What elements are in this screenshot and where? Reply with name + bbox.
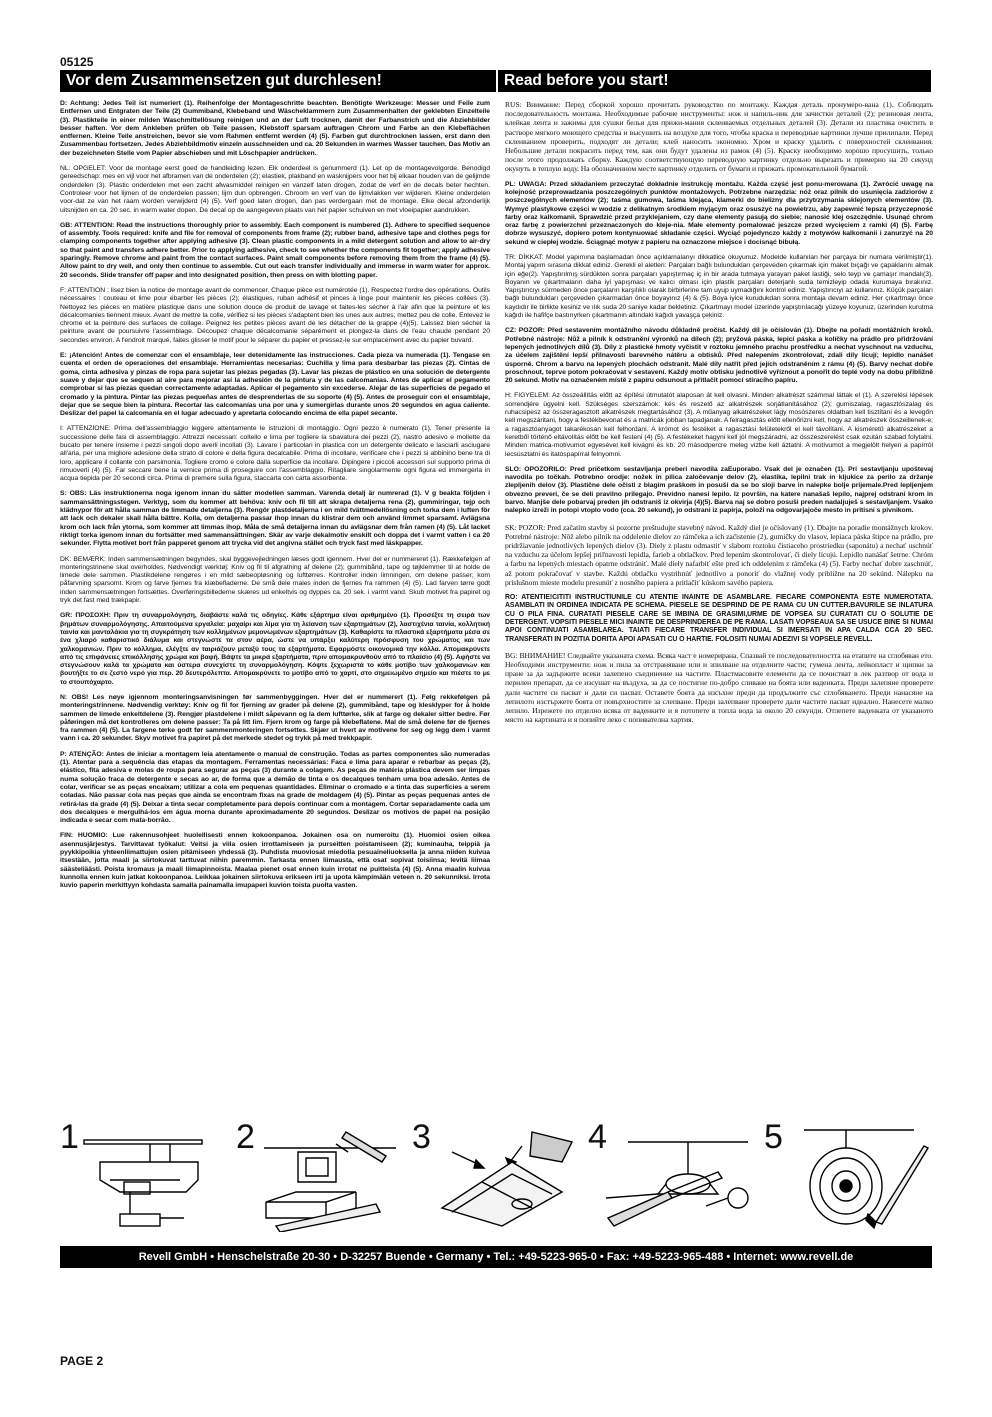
page-number: PAGE 2 <box>60 1354 104 1368</box>
document-code: 05125 <box>60 55 94 69</box>
figure-1 <box>60 1118 230 1232</box>
knife-and-file-illustration <box>236 1122 406 1232</box>
figure-2 <box>236 1118 406 1232</box>
instructions-cz: CZ: POZOR: Před sestavením montážního návodu důkladně pročíst. Každý díl je očíslován (1). Dbejte na pořadí montážních kroků. Potřebné nástroje: Nůž a pilník k odstranění výronků na dílech (2); pryžová páska, lepicí páska a kolíčky na prádlo pro přidržování lepených jednotlivých dílů (3). Díly z plastické hmoty vyčistit v roztoku jemného prachu prostředku a nechat vyschnout na vzduchu, za účelem zajištění lepší přilnavosti barevného nátěru a obtisků. Před nalepením zkontrolovat, zdali díly lícují; lepidlo nanášet úsporně. Chrom a barvu na lepených plochách odstranit. Malé díly natřít před jejich odstraněním z rámu (4) (5). Barvy nechat dobře proschnout, teprve potom pokračovat v sestavení. Každý motiv obtisku jednotlivě vyříznout a ponořit do teplé vody na dobu přibližně 20 sekund. Motiv na označeném místě z papíru odsunout a přitlačit pomocí stíracího papíru. <box>505 327 933 385</box>
company-footer: Revell GmbH • Henschelstraße 20-30 • D-32257 Buende • Germany • Tel.: +49-5223-965-0 • Fax: +49-5223-965-488 • Internet: www.revell.de <box>60 1246 932 1268</box>
instructions-fr: F: ATTENTION : lisez bien la notice de montage avant de commencer. Chaque pièce est numérotée (1). Respectez l'ordre des opérations. Outils nécessaires : couteau et lime pour ébarber les pièces (2); élastiques, ruban adhésif et pinces à linge pour maintenir les pièces collées (3). Nettoyez les pièces en matière plastique dans une solution douce de produit de lavage et faites-les sécher à l'air afin que la peinture et les décalcomanies tiennent mieux. Avant de mettre la colle, vérifiez si les pièces s'adaptent bien les unes aux autres; mettez peu de colle. Enlevez le chrome et la peinture des surfaces de collage. Peignez les petites pièces avant de les détacher de la grappe (4)(5). Laissez bien sécher la peinture avant de poursuivre l'assemblage. Découpez chaque décalcomanie séparément et plongez-la dans de l'eau chaude pendant 20 secondes environ. A l'endroit marqué, faites glisser le motif pour le séparer du papier et pressez-le sur emplacement avec du papier buvard. <box>60 286 490 344</box>
left-column <box>60 100 490 898</box>
glued-parts-clamp-illustration <box>412 1122 582 1232</box>
instructions-dk: DK: BEMÆRK: Inden sammensætningen begyndes, skal byggevejledningen læses godt igennem. Hver del er nummereret (1). Rækkefølgen af monteringstrinene skal overholdes. Nødvendigt værktøj: Kniv og fil til afgratning af delene (2); gummibånd, tape og tøjklemmer til at holde de limede dele sammen. Plastikdelene rengøres i en mild sæbeopløsning og lufttørres. Kontroller inden limningen, om delene passer; kom påfarvning sparsomt. Krom og farve fjernes fra klæbefladerne. De små dele males inden de fjernes fra rammen (4) (5). Lad farven tørre godt inden sammensætningen fortsættes. Overføringsbillederne skæres ud enkeltvis og dyppes ca. 20 sek. i varmt vand. Skub motivet fra papiret og tryk det fast med trækpapir. <box>60 555 490 605</box>
heading-german: Vor dem Zusammensetzen gut durchlesen! <box>60 70 496 92</box>
figure-number: 5 <box>764 1118 783 1156</box>
figure-4 <box>588 1118 758 1232</box>
instructions-tr: TR: DİKKAT: Model yapımına başlamadan önce açıklamalarıyı dikkatlice okuyunuz. Modelde kullanılan her parçaya bir numara verilmiştir(1). Montaj yapım sırasına dikkat ediniz. Gerekli el aletleri: Parçaları bağlı bulundukları çerçeveden çıkarmak için maket bıçağı ve çapaklarını almak için eğe(2). Yapıştırılmış sürdükten sonra parçaları yapıştırmaç iç in bir arada tutmaya yarayan paket lastiği, selo teyp ve çamaşır mandalı(3). Boyanın ve çıkartmaların daha iyi yapışması ve kalıcı olması için plastik parçaları deterjanlı suda temizleyip odada kurumaya bırakınız. Yapıştırıcıyı sürmeden önce parçaların karşılıklı olarak birbirlerine tam uyup uymadığını kontrol ediniz. Yapıştırıcıyı az kullanınız. Küçük parçaları bağlı bulundukları çerçeveden çıkarmadan önce boyayınız (4) & (5). Boya iyice kurudukdan sonra montaja devam ediniz. Her çıkartmayı önce kaydıdır ile birlikte kesiniz ve ılık suda 20 saniye kadar bekletiniz. Çıkartmayı model üzerinde yapıştırılacağı yüzeye koyunuz, üzerinden kurutma kağıdı ile hafifçe bastırıyrken çıkartmanın altındaki kağıdı yavaşça çekiniz. <box>505 254 933 320</box>
figure-number: 1 <box>60 1118 79 1156</box>
instructions-hu: H: FIGYELEM: Az összeállítás előtt az építési útmutatót alaposan át kell olvasni. Minden alkatrészt számmal láttak el (1). A szerelési lépések sorrendjére ügyelni kell. Szükséges szerszámok: kés és reszelő az alkatrészek sorjátlanításához (2); gumiszalag, ragasztószalag és ruhacsipesz az összeragasztott alkatrészek megtartásához (3). A műanyag alkatrészeket lágy mosószeres oldatban kell tisztítani és a levegőn kell megszáritani, hogy a festékbevonat és a matricák jobban tapadjanak. A felragasztás előtt ellenőrizni kell, hogy az alkatrészek összeillenek-e; a ragasztóanyagot takarékosan kell felhordani. A krómot és festéket a ragasztási felületekről el kell távolítani. A kisméretű alkatrészeket a keretből történő eltávolítás előtt be kell festeni (4) (5). A festékeket hagyni kell jól megszáradni, az összeszerelést csak ezután szabad folytatni. Minden matrica-motívumot egyesével kell kivágni és kb. 20 másodpercre meleg vízbe kell áztatni. A motívumot a megjelölt helyen a papírról lecsúsztatni és itatóspapírral felnyomni. <box>505 392 933 458</box>
figure-3 <box>412 1118 582 1232</box>
sprue-parts-illustration <box>60 1122 230 1232</box>
instructions-de: D: Achtung: Jedes Teil ist numeriert (1). Reihenfolge der Montageschritte beachten. Benötigte Werkzeuge: Messer und Feile zum Entfernen und Entgraten der Teile (2) Gummiband, Klebeband und Wäscheklammern zum Zusammenhalten der geklebten Einzelteile (3). Plastikteile in einer milden Waschmittellösung reinigen und an der Luft trocknen, damit der Farbanstrich und die Abziehbilder besser haften. Vor dem Ankleben prüfen ob Teile passen, Klebstoff sparsam auftragen Chrom und Farbe an den Klebeflächen entfernen. Kleine Teile anstreichen, bevor sie vom Rahmen entfernt werden (4) (5). Farben gut durchtrocknen lassen, erst dann den Zusammenbau fortsetzen. Jedes Abziehbildmotiv einzeln ausschneiden und ca. 20 Sekunden in warmes Wasser tauchen. Das Motiv an der bezeichneten Stelle vom Papier abschieben und mit Löschpapier andrücken. <box>60 100 490 157</box>
figure-5 <box>764 1118 934 1232</box>
right-column <box>505 100 933 731</box>
figure-number: 2 <box>236 1118 255 1156</box>
instructions-fi: FIN: HUOMIO: Lue rakennusohjeet huolellisesti ennen kokoonpanoa. Jokainen osa on numeroitu (1). Huomioi osien oikea asennusjärjestys. Tarvittavat työkalut: Veitsi ja viila osien irrottamiseen ja purseitten poistamiseen (2); kuminauha, teippiä ja pyykkipoikia yhteenliimattujen osien pitämiseen yhdessä (3). Puhdista muoviosat miedolla pesuaineliuoksella ja anna niiden kuivua itsestään, jotta maali ja siirtokuvat tarttuvat niihin paremmin. Tarkasta ennen liimausta, että osat sopivat toisiinsa; levitä liimaa säästeliäästi. Poista kromaus ja maali liimapinnoista. Maalaa pienet osat ennen kuin irrotat ne puitteista (4) (5). Anna maalin kuivua kunnolla ennen kuin jatkat kokoonpanoa. Leikkaa jokainen siirtokuva erikseen irti ja upota kämpimään veteen n. 20 sekunniksi. Irrota kuvio paperin merkittyyn kohdasta samalla painamalla imupaperi kuvion toista puolta vasten. <box>60 832 490 890</box>
heading-english: Read before you start! <box>498 70 931 92</box>
instructions-pl: PL: UWAGA: Przed składaniem przeczytać dokładnie instrukcję montażu. Każda część jest ponu-merowana (1). Zwrócić uwagę na kolejność przeprowadzania poszczególnych punktów montażowych. Potrzebne narzędzia: nóż oraz pilnik do usunięcia zadziorów z poszczególnych elementów (2); taśma gumowa, taśma klejąca, klamerki do bielizny dla przytrzymania sklejonych elementów (3). Wymyć plastykowe części w wodzie z delikatnym środkiem myjącym oraz osuszyć na powietrzu, aby zapewnić lepszą przyczepność farby oraz kalkomanii. Sprawdzić przed przyklejaniem, czy dane elementy pasują do siebie; nanosić klej oszczędnie. Usunąć chrom oraz farbę z powierzchni przeznaczonych do kleje-nia. Małe elementy pomalować jeszcze przed wycięciem z ramki (4) (5). Farbę dobrze wysuszyć, dopiero potem kontynuować składanie części. Wyciąć pojedynczo każdy z motywów kalkomanii i zanurzyć na 20 sekund w ciepłej wodzie. Ściągnąć motyw z papieru na oznaczone miejsce i docisnąć bibułą. <box>505 180 933 246</box>
instructions-ro: RO: ATENTIE!CITITI INSTRUCTIUNILE CU ATENTIE INAINTE DE ASAMBLARE. FIECARE COMPONENTA ESTE NUMEROTATA. ASAMBLATI IN ORDINEA INDICATA PE SCHEMA. PIESELE SE DESPRIND DE PE RAMA CU UN CUTTER.BAVURILE SE INLATURA CU O PILA FINA. CURATATI PIESELE CARE SE IMBINA DE GRASIMI,URME DE VOPSEA SU CURATATI CU O SOLUTIE DE DETERGENT. VOPSITI PIESELE MICI INAINTE DE DESPRINDEREA DE PE RAMA. LASATI VOPSEAUA SA SE USUCE BINE SI NUMAI APOI CONTINUATI ASAMBLAREA. TAIATI FIECARE TRANSFER INDIVIDUAL SI IMERSATI IN APA CALDA CCA 20 SEC. TRANSFERATI IN POZITIA DORITA APOI APASATI CU O HARTIE. FOLOSITI NUMAI ADEZIVI SI VOPSELE REVELL. <box>505 594 933 643</box>
painting-wheel-illustration <box>764 1122 934 1232</box>
instructions-it: I: ATTENZIONE: Prima dell'assemblaggio leggere attentamente le istruzioni di montaggio. Ogni pezzo è numerato (1). Tener presente la successione delle fasi di assemblaggio. Attrezzi necessari: coltello e lima per togliere la sbavatura dei pezzi (2), nastro adesivo e mollette da bucato per tenere insieme i pezzi singoli dopo averli incollati (3). Lavare i particolari in plastica con un detergente delicato e lasciarli asciugare all'aria, per una migliore adesione della strato di colore e della figura decalcabile. Prima di incollare, verificare che i pezzi si abbinino bene tra di loro, applicare il collante con parsimonia. Togliere cromo e colore dalla superficie da incollare. Dipingere i piccoli accessori sul supporto prima di rimuoverli (4) (5). Far seccare bene la vernice prima di proseguire con l'assemblaggio. Ritagliare singolarmente ogni figura ed immergerla in acqua tiepida per 20 secondi circa. Prima di premere sulla figura, staccarla con carta assorbente. <box>60 425 490 483</box>
instructions-bg: BG: ВНИМАНИЕ! Следвайте указаната схема. Всяка част е номерирана. Спазвай те последователността на етапите на сглобяван ето. Необходими инструменти: нож и пила за отстраняване или и зпилване на отделните части; гумена лента, лейкопласт и щипки за пране за да задържите всеки залепено съединение на частите. Пластмасовите елементи да се почистват в лек разтвор от вода и перилен препарат, да се изсушат на въздуха, за да се постигне по-добро сливане на боята или ваденката. Преди залепяне проверете дали частите си пасват и дали си пасват. Оставете боята да изсъхне преди да продължите със сглобяването. Преди нанасяне на лепилото изстържете боята от повърхностите за слепване. Преди залепване проверете дали частите пасват идеално. Нанесете малко лепило. Изрежете по отделно всяка от ваденките и я потопете в топла вода за около 20 секунди. Отлепете ваденката от указаното място на картината и я попийте леко с попивателна хартия. <box>505 650 933 725</box>
instructions-se: S: OBS: Läs instruktionerna noga igenom innan du sätter modellen samman. Varenda detalj är numrerad (1). V g beakta följden i sammansättningsstegen. Verktyg, som du kommer att behöva: kniv och fil till att skrapa detaljerna rena (2), gummiringar, tejp och klädnypor för att hålla samman de limmade detaljerna (3). Rengör plastdetaljerna i en mild tvättmedellösning och torka dem i luften för att lack och dekaler skall hålla bättre. Kolla, om detaljerna passar ihop innan du klistrar dem och använd limmet sparsamt. Avlägsna krom och lack från ytorna, som kommer att limmas ihop. Måla de små detaljerna innan du avlägsnar dem från ramen (4) (5). Låt lacket riktigt torka igenom innan du fortsätter med sammansättningen. Skär av varje dekalmotiv enskilt och doppa det i varmt vatten i ca 20 sekunder. Flytta motivet bort från papperet genom att trycka vid det angivna stället och tryck fast med läskpapper. <box>60 490 490 548</box>
instructions-slo: SLO: OPOZORILO: Pred pričetkom sestavljanja preberi navodila zaEuporabo. Vsak del je označen (1). Pri sestavljanju upoštevaj navodila po točkah. Potrebno orodje: nožek in pilica zaločevanje delov (2), elastika, lepilni trak in kljukice za perilo za držanje zlepljenih delov (3). Plastične dele očisti z blagim praškom in posuši da se bo sloji barve in nalepke bolje prijemale.Pred lepljenjem obvezno preveri, če se deli pravilno prilegajo. Previdno nanesi lepilo. Iz površin, na katere nanašaš lepilo, najprej odstrani krom in barvo. Manjše dele pobarvaj preden jih odstraniš iz okvirja (4)(5). Barva naj se dobro posuši preden nadaljuješ s sestavljanjem. Vsako nalepko izreži in potopi vtoplo vodo (cca. 20 sekund), jo odstrani iz papirja, položi na odgovarjajoče mesto in pritisni s pivnikom. <box>505 465 933 515</box>
instructions-no: N: OBS! Les nøye igjennom monteringsanvisningen før sammenbyggingen. Hver del er nummerert (1). Følg rekkefølgen på monteringstrinnene. Nødvendig verktøy: Kniv og fil for fjerning av grader på delene (2), gummibånd, tape og klesklyper for å holde sammen de limede enkeltdelene (3). Rengjør plastdelene i mildt såpevann og la dem lufttørke, slik at farge og dekaler sitter bedre. Før påføringen må det kontrolleres om delene passer: Ta på litt lim. Fjern krom og farge på klebeflatene. Mal de små delene før de fjernes fra rammen (4) (5). La fargene tørke godt før sammenmonteringen fortsettes. Skjær ut hvert av motivene for seg og legg dem i varmt vann i ca. 20 sekunder. Skyv motivet fra papiret på det merkede stedet og trykk på med trekkpapir. <box>60 694 490 743</box>
instructions-sk: SK: POZOR: Pred začatím stavby si pozorne preštudujte stavebný návod. Každý diel je očíslovaný (1). Dbajte na poradie montážnych krokov. Potrebné nástroje: Nôž alebo pilník na oddelenie dielov zo rámčeka a ich začistenie (2), gumičky do vlasov, lepiaca páska štipce na prádlo, pre pridržiavanie jednotlivých lepených dielov (3). Diely z plastu odmastiť v slabom roztoku čistiaceho prostriedku (saponátu) a nechať uschnúť na vzduchu za účelom lepšej priľnavosti lepidla, farieb a obtlačkov. Pred lepením skontrolovať, či diely lícujú. Lepidlo nanášať šetrne. Chróm a farbu na lepených miestach opatrne odstrániť. Malé diely nafarbiť ešte pred ich oddelením z rámčeka (4) (5). Farby nechať dobre zaschnúť, až potom pokračovať v stavbe. Každú obtlačku vystrihnúť jednotlivo a ponoriť do vlažnej vody približne na 20 sekúnd. Nálepku na príslušnom mieste modelu presunúť z nosného papiera a pritlačiť kúskom savého papiera. <box>505 522 933 587</box>
instructions-gb: GB: ATTENTION: Read the instructions thoroughly prior to assembly. Each component is numbered (1). Adhere to specified sequence of assembly. Tools required: knife and file for removal of components from frame (2); rubber band, adhesive tape and clothes pegs for clamping components together after applying adhesive (3). Clean plastic components in a mild detergent solution and allow to air-dry so that paint and transfers adhere better. Prior to applying adhesive, check to see whether the components fit together; apply adhesive sparingly. Remove chrome and paint from the contact surfaces. Paint small components before removing them from the frame (4) (5). Allow paint to dry well, and only then continue to assemble. Cut out each transfer individually and immerse in warm water for approx. 20 seconds. Slide transfer off paper and into designated position, then press on with blotting paper. <box>60 221 490 279</box>
instructions-gr: GR: ΠΡΟΣΟΧΗ: Πριν τη συναρμολόγηση, διαβάστε καλά τις οδηγίες. Κάθε εξάρτημα είναι αριθμημένο (1). Προσέξτε τη σειρά των βημάτων συναρμολόγησης. Απαιτούμενα εργαλεία: μαχαίρι και λίμα για τη λείανση των εξαρτημάτων (2), λαστιχένια ταινία, κολλητική ταινία και μανταλάκια για τη συγκράτηση των κολλημένων μεμονωμένων εξαρτημάτων (3). Καθαρίστε τα πλαστικά εξαρτήματα μέσα σε ένα χλιαρό καθαριστικό διάλυμα και στεγνώστε τα στον αέρα, ώστε να υπάρξει καλύτερη πρόσφυση του χρώματος και των χαλκομανιών. Πριν το κόλλημα, ελέγξτε αν ταιριάζουν μεταξύ τους τα εξαρτήματα. Εφαρμόστε οικονομικά την κόλλα. Απομακρύνετε από τις επιφάνειες επικόλλησης χρώμα και βαφή. Βάψτε τα μικρά εξαρτήματα, πριν απομακρυνθούν από το πλαίσιο (4) (5). Αφήστε να στεγνώσουν καλά τα χρώματα και ύστερα συνεχίστε τη συναρμολόγηση. Κόψτε ξεχωριστά το κάθε μοτίβο των χαλκομανιών και βουτήξτε το σε ζεστό νερό για περ. 20 δευτερόλεπτα. Απομακρύνετε το μοτίβο από το χαρτί, στο σημειωμένο σημείο και πιέστε το με το στουπόχαρτο. <box>60 612 490 686</box>
figure-number: 4 <box>588 1118 607 1156</box>
illustration-strip <box>60 1118 932 1232</box>
cutting-pliers-illustration <box>588 1122 758 1232</box>
figure-number: 3 <box>412 1118 431 1156</box>
instructions-pt: P: ATENÇÃO: Antes de iniciar a montagem leia atentamente o manual de construção. Todas as partes componentes são numeradas (1). Atentar para a sequência das etapas da montagem. Ferramentas necessárias: Faca e lima para aparar e rebarbar as peças (2), elástico, fita adesiva e molas de roupa para segurar as peças (3) durante a colagem. As peças de matéria plástica devem ser limpas numa solução fraca de detergente e secas ao ar, de forma que a demão de tinta e os decalques tenham uma boa adesão. Antes de colar, verificar se as peças encaixam; utilizar a cola em pequenas quantidades. Eliminar o cromado e a tinta das superfícies a serem coladas. Não passar cola nas peças que ainda se encontram fixas na grade de moldagem (4) (5). Pintar as peças pequenas antes de retirá-las da grade (4) (5). Deixar a tinta secar completamente para depois continuar com a montagem. Cortar separadamente cada um dos decalques e mergulhá-los em água morna durante aproximadamente 20 segundos. Deslizar os motivos de papel na posição indicada e secar com mata-borrão. <box>60 750 490 825</box>
instructions-es: E: ¡Atención! Antes de comenzar con el ensamblaje, leer detenidamente las instrucciones. Cada pieza va numerada (1). Tengase en cuenta el orden de operaciones del ensamblaje. Herramientas necesarias: Cuchilla y lima para desbarbar las piezas (2). Cintas de goma, cinta adhesiva y pinzas de ropa para sujetar las piezas pegadas (3). Lavar las piezas de plástico en una solución de detergente suave y dejar que se sequen al aire para mejorar así la adhesión de la pintura y de las calcomanías. Antes de aplicar el pegamento comprobar si las piezas quedan correctamente adaptadas. Aplicar el pegamento sin excederse. Alejar de las superficies de pegado el cromado y la pintura. Pintar las piezas pequeñas antes de desprenderlas de su soporte (4) (5). Antes de proseguir con el ensamblaje, dejar que se seque bien la pintura. Recortar las calcomanías una por una y sumergirlas durante unos 20 segundos en agua caliente. Deslizar del papel la calcomanía en el lugar adecuado y apretarla colocando encima de ella papel secante. <box>60 352 490 418</box>
instructions-ru: RUS: Внимание: Перед сборкой хорошо прочитать руководство по монтажу. Каждая деталь пронумеро-вана (1). Соблюдать последовательность монтажа. Необходимые рабочие инструменты: нож и напиль-ник для зачистки деталей (2); резиновая лента, клейкая лента и зажимы для сушки белья для прижи-мания склеиваемых отдельных деталей (3). Детали из пластика очистить в растворе мягкого моющего средства и высушить на воздухе для того, чтобы краска и переводные картинки лучше прилипали. Перед склеиванием проверить, подходят ли детали; клей наносить экономно. Хром и краску удалить с поверхностей склеивания. Небольшие детали покрасить перед тем, как они будут удалены из рамок (4) (5). Краску необходимо хорошо просушить, только после этого продолжать сборку. Каждую соответствующую переводную картинку отдельно вырезать и примерно на 20 секунд окунуть в теплую воду. На обозначенном месте картинку отделить от бумаги и прижать промокательной бумагой. <box>505 100 933 174</box>
instructions-nl: NL: OPGELET: Voor de montage eerst goed de handleiding lezen. Elk onderdeel is genummerd (1). Let op de montagevolgorde. Benodigd gereedschap: mes en vijl voor het afbramen van de onderdelen (2); elastiek, plakband en wasknijpers voor het bij elkaar houden van de gelijmde onderdelen (3). Plastic onderdelen met een zacht afwasmiddel reinigen en vanzelf laten drogen, zodat de verf en de decals beter hechten. Controleer voor het lijmen of de onderdelen passen; lijm dun opbrengen. Chroom en verf van de lijmvlakken ver wijderen. Kleine onderdelen voor-dat ze van het raam worden verwijderd (4) (5). Verf goed laten drogen, dan pas verdergaan met de montage. Elke decal afzonderlijk uitsnijden en ca. 20 sec. in warm water dopen. De decal op de aangegeven plaats van het papier schuiven en met vloeipapier aandrukken. <box>60 165 490 214</box>
